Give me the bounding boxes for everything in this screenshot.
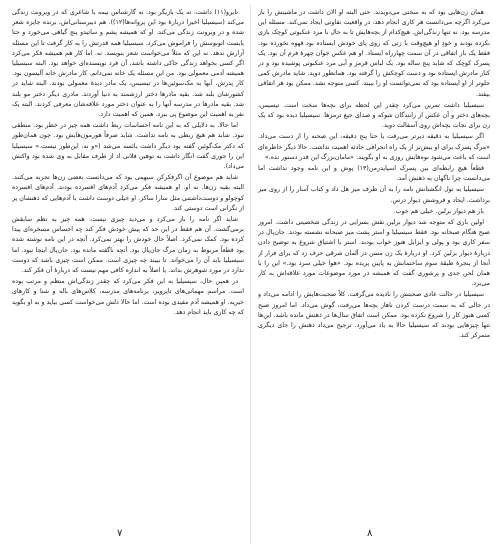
left-paragraph-3: شاید هم موضوع آن اگر‌فکرکن سیهمی بود که می‌دانست بعضی زن‌ها تجربه می‌کنند. البته بقیه زن‌ها. نه او. او همیشه فکر می‌کرد آدم‌های افسرده بودند. آدم‌های افسرده کوچولو و دوست‌داشتنی مثل سارا ساکز. او خیلی دوست داشت با آدم‌هایی که ذهنشان پر از نگرانی است دوستی کند. [12, 174, 244, 212]
right-page-number: ۸ [367, 528, 373, 539]
left-paragraph-2: اما حالا. به دلایلی که به این نامه احساسات ربط داشت همه چیز در خطر بود. منطقی نبود. شاید هم هیچ ربطی به نامه نداشت. شاید صرفاً هورمون‌هایش بود. چون همان‌طور که دکتر مک‌گوئین گفته بود دیگر داشت یائسه می‌شد («و نه، این‌طور نیست.» سیسیلیا این را جوری گفت انگار داشت به توهین فلانی اد از طرف مقابل به وی شده بود واکنش می‌داد). [12, 122, 244, 171]
right-paragraph-3: اگر سیسیلیا به دقیقه دیرتر می‌رفت یا حتا پنج دقیقه، این صحنه را از دست می‌داد. «مرگ پسرک برای او بیش‌تر از یک راه انحرافی حادثه اهمیت نداشت. حالا دیگر خاطره‌ای است که باعث می‌شود نوه‌هایش روزی به او بگویند: «مامان‌بزرگ این قدر دستور نده.» [258, 133, 490, 161]
left-page [12, 8, 244, 520]
left-page-text [12, 8, 244, 318]
right-paragraph-7: اولین بازی که متوجه شد دیوار برلین نقش بسزایی در زندگی شخصیتی داشت. امروز صبح هنگام صبحانه بود. فقط سیسیلیا و استر پشت میز صبحانه نشسته بودند. جان‌پال در سفر کاری بود و پولی و ایزابل هنوز خواب بودند. استر با اشتیاق شروع به توضیح دادن دربارهٔ دیوار برلین کرد. او دربارهٔ یک زن مسن در آلمان شرقی حرف زد که برای فرار از آنجا از پنجرهٔ طبقهٔ سوم ساختمانش به پایین پریده بود. «هوا خیلی سرد بود.» این را با همان لحن جدی و پرشوری گفت که همیشه در مورد موضوعات مورد علاقه‌اش به کار می‌برد. [258, 219, 490, 288]
left-paragraph-1: تایرو(۱۱) داشت. نه یک بازیگر بود. نه گارشناس نیمه یا شاعری که در ویرونت زندگی می‌کند (سیسیلیا اخیرا دربارهٔ بود این پروانه‌ها(۱۲)). هم دبیرستانی‌اش، برنده جایزه شعر شده و در ویرونت زندگی می‌کند. او که همیشه پشم و ساتیدو پنج گیاهی می‌خورد و حتا بایست اتوبوسش را فراموش می‌کرد. سیسیلیا همه قدرتش را به کار گرفت تا این مسئله آزارش ندهد. نه این که مثلاً می‌خواست شعر بنویسد. نه. اما کار هم همیشه فکر می‌کرد اگر کسی بخواهد زندگی خاکی داشته باشد، آن فرد نویسنده‌ای خواهد بود. البته سیسیلیا همیشه آدمی معمولی بود. من این مسئله یک خانه نمی‌دانم. کار مادرش خانه آلیسون بود. کار پدرش. آنها به مک‌سوئین‌ها در تیسیس، یک مادر دیدهٔ معمولی بودند. البته شاید در کشورشان بلند شد. بقیه مادرها دختر ارزشمند به دنیا آوردند. مادری دیگر دختر مو بلند شد. بقیه مادرها در مدرسه آنها را به عنوان دختر مورد علاقه‌شان معرفی کردند. البته یک نفر به اهمیت این موضوع پی ببرد. همین که اهمیت دارد. [12, 9, 244, 119]
page-gutter [250, 4, 251, 544]
right-paragraph-6: بار هم دیوار برلین. خیلی هم خوب. [393, 207, 484, 215]
left-page-number: ۷ [117, 528, 123, 539]
right-paragraph-1: همان زن‌هایی بود که به سختی می‌دویدند. حتی البته او الان داشت در ماشینش را باز می‌کرد اگرچه می‌دانست هر کاری انجام دهد. در واقعیت تفاوتی ایجاد نمی‌کند. مسئله این مدرسه بود. نه تنها زندگی‌اش. هیچ‌کدام از بچه‌هایش تا به حال با مرد عنکبوتی کوچک بازی نکرده بودند و خودِ او هیچ‌وقت با زنی که روی پای خودش ایستاده بود قهوه نخورده بود. فقط یک بار اتفاقی در آن سمت چهارراه ایستاد. او هم عکس جوان چهرهٔ فرم آن بود. یک پسرک کوچک که شاید پنج ساله بود. یک لباس قرمز و آبی مرد عنکبوتی پوشیده بود و در کنار مادرش ایستاده بود و دست کوچکش را گرفته بود. همانطور دوید. شاید مادرش کمی جلوتر از او ایستاده بود که نمی‌توانست او را ببیند. کسی متوجه نشد. ممکن بود هر اتفاقی بیفتد. [258, 9, 490, 98]
left-paragraph-5: در همین حال، سیسیلیا به این فکر می‌کرد که چقدر زندگی‌اش منظم و مرتب بوده است. مراسم مهمانی‌های تاپرویر، برنامه‌های مدرسه، کلاس‌های باله و شنا و کارهای خیریه. او همیشه آدم مفیدی بوده است. اما حالا دلش می‌خواست کسی بیاید و به او بگوید که چه کاری باید انجام دهد. [12, 278, 244, 316]
right-paragraph-5: سیسیلیا به تول انگشتانش نامه را به آن طرف میز هل داد و کتاب آسار را از روی میز برداشت. ایجاد و فروشش دیوار درس. [258, 186, 490, 204]
left-paragraph-4: شاید اگر نامه را باز می‌کرد و می‌دید چیزی نیست. همه چیز به نظم سابقش برمی‌گشت. آن هم فقط در این حد که پیش خودش فکر کند چه احساس مسخره‌ای پیدا کرده بود. کمک نمی‌کرد. اصلاً حال خودش را بهتر نمی‌کرد. آنچه در این نامه نوشته شده بود قطعاً مربوط به زمان مرگ جان‌پال بود. آنچه ناگفته مانده بود. جان‌پال اینجا نبود. اما سیسیلیا باید آن را می‌خواند. تا ببیند چه چیزی است. ممکن است چیزی باشد که دوست ندارد در مورد شوهرش بداند. یا اصلاً به اندازه کافی مهم نیست که دربارهٔ آن فکر کند. [12, 216, 244, 275]
right-page [258, 8, 490, 520]
right-paragraph-8: سیسیلیا در حالت عادی صحبتش را نادیده می‌گرفت. کلاً صحبت‌هایش را ادامه می‌داد و در حالی که به سمت درست کردن ناهار بچه‌ها می‌رفت، گوش می‌داد. اما امروز صبح کسی هنوز کار را شروع نکرده بود. ممکن است اتفاق سال‌ها در ذهنش مانده باشد. این‌ها تنها چیزهایی بودند که سیسیلیا حالا به یاد می‌آورد. ترجیح می‌داد ذهنش را جای دیگری متمرکز کند. [258, 291, 490, 340]
right-paragraph-4: قطعاً هیچ رابطه‌ای بین پسرک اسپایدرمن(۱۳) پوش و این نامه وجود نداشت اما می‌دانست چرا ناگهان به ذهنش آمد. [258, 165, 490, 183]
right-page-text [258, 8, 490, 342]
right-paragraph-2: سیسیلیا داشت تمرین می‌کرد چقدر این لحظه برای بچه‌ها سخت است. تیسیس، بچه‌های دختر و آن عکس از رانندگان شوکه و صدای جیغ ترمزها. سیسیلیا دیده بود که یک زن برای نجات بچه‌اش روی آسفالت دوید. [258, 101, 490, 130]
